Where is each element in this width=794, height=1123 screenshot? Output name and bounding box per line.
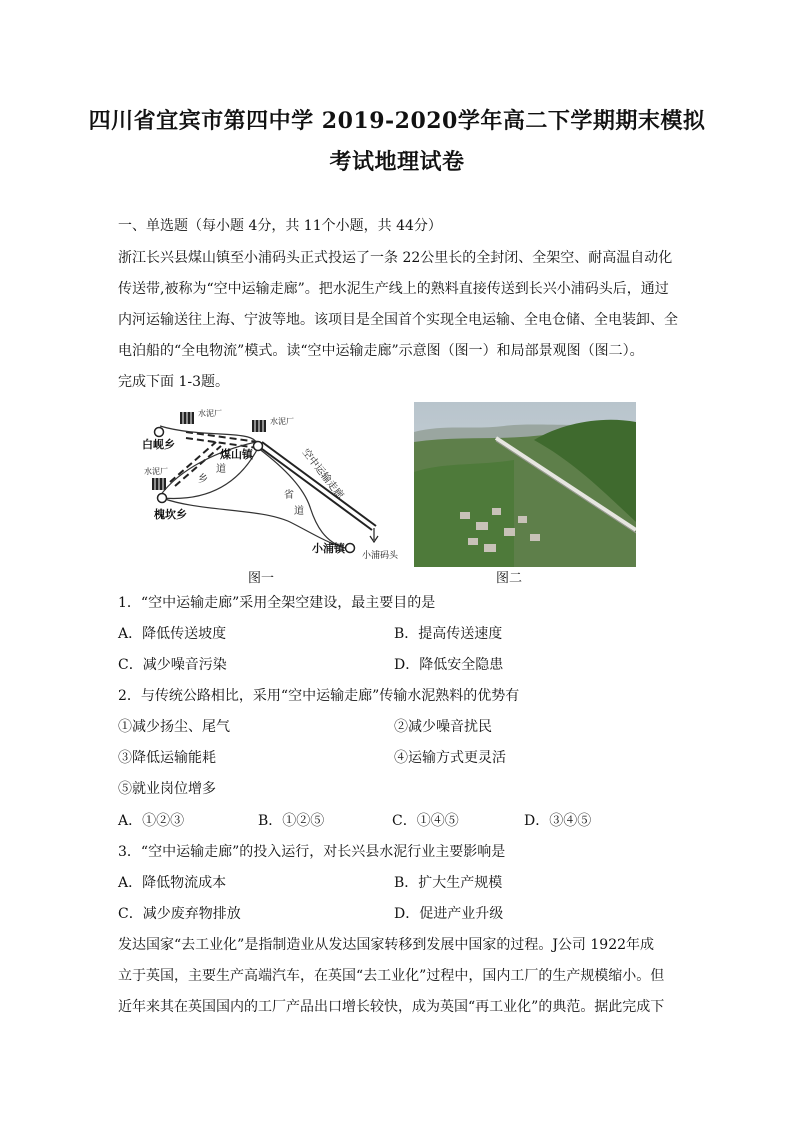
q2-option-b: B．①②⑤ xyxy=(258,813,325,829)
factory-icon xyxy=(152,478,166,490)
passage2-line-1: 发达国家“去工业化”是指制造业从发达国家转移到发展中国家的过程。J公司 1922年成 xyxy=(118,937,655,953)
label-huaikan: 槐坎乡 xyxy=(154,508,187,521)
label-wharf: 小浦码头 xyxy=(362,551,399,561)
passage1-line-4: 电泊船的“全电物流”模式。读“空中运输走廊”示意图（图一）和局部景观图（图二）。 xyxy=(118,343,644,359)
q2-option-c: C．①④⑤ xyxy=(392,813,459,829)
title-line-2: 考试地理试卷 xyxy=(329,149,465,175)
q1-stem: 1．“空中运输走廊”采用全架空建设，最主要目的是 xyxy=(118,595,436,611)
passage2-line-3: 近年来其在英国国内的工厂产品出口增长较快，成为英国“再工业化”的典范。据此完成下 xyxy=(118,999,665,1015)
figure2-photo xyxy=(414,402,636,567)
passage1-line-3: 内河运输送往上海、宁波等地。该项目是全国首个实现全电运输、全电仓储、全电装卸、全 xyxy=(118,312,678,328)
passage1-line-1: 浙江长兴县煤山镇至小浦码头正式投运了一条 22公里长的全封闭、全架空、耐高温自动化 xyxy=(118,250,673,266)
section-header: 一、单选题（每小题 4分，共 11个小题，共 44分） xyxy=(118,218,442,234)
q1-option-a: A．降低传送坡度 xyxy=(118,626,227,642)
node-meishan xyxy=(254,442,263,451)
q2-stem: 2．与传统公路相比，采用“空中运输走廊”传输水泥熟料的优势有 xyxy=(118,688,520,704)
node-huaikan xyxy=(158,494,167,503)
q1-option-c: C．减少噪音污染 xyxy=(118,657,227,673)
q3-stem: 3．“空中运输走廊”的投入运行，对长兴县水泥行业主要影响是 xyxy=(118,844,506,860)
q3-option-d: D．促进产业升级 xyxy=(394,906,504,922)
q1-option-d: D．降低安全隐患 xyxy=(394,657,504,673)
q3-option-c: C．减少废弃物排放 xyxy=(118,906,241,922)
factory-label-2: 水泥厂 xyxy=(270,417,294,426)
factory-label-1: 水泥厂 xyxy=(198,409,222,418)
figure1-map xyxy=(140,402,440,567)
q2-statement-2: ②减少噪音扰民 xyxy=(394,719,492,735)
q1-option-b: B．提高传送速度 xyxy=(394,626,503,642)
label-corridor: 空中运输走廊 xyxy=(299,447,346,502)
factory-label-3: 水泥厂 xyxy=(144,467,168,476)
q2-option-d: D．③④⑤ xyxy=(524,813,592,829)
figure2-caption: 图二 xyxy=(496,571,523,586)
q2-statement-4: ④运输方式更灵活 xyxy=(394,750,506,766)
label-township-road-b: 道 xyxy=(216,464,226,475)
air-corridor-line xyxy=(262,442,376,526)
label-township-road-a: 乡 xyxy=(198,474,208,485)
factory-icon xyxy=(180,412,194,424)
label-xiaopu: 小浦镇 xyxy=(312,542,345,555)
passage1-line-2: 传送带,被称为“空中运输走廊”。把水泥生产线上的熟料直接传送到长兴小浦码头后，通过 xyxy=(118,281,669,297)
passage1-line-5: 完成下面 1-3题。 xyxy=(118,374,229,390)
q3-option-b: B．扩大生产规模 xyxy=(394,875,503,891)
q3-option-a: A．降低物流成本 xyxy=(118,875,227,891)
q2-statement-3: ③降低运输能耗 xyxy=(118,750,216,766)
township-road xyxy=(160,426,256,496)
q2-option-a: A．①②③ xyxy=(118,813,185,829)
q2-statement-5: ⑤就业岗位增多 xyxy=(118,781,216,797)
figure1-caption: 图一 xyxy=(248,571,275,586)
title-line-1: 四川省宜宾市第四中学 2019-2020学年高二下学期期末模拟 xyxy=(88,108,706,134)
label-provincial-road-a: 省 xyxy=(284,490,294,501)
passage2-line-2: 立于英国，主要生产高端汽车，在英国“去工业化”过程中，国内工厂的生产规模缩小。但 xyxy=(118,968,665,984)
label-meishan: 煤山镇 xyxy=(220,448,253,461)
factory-icon xyxy=(252,420,266,432)
node-xiaopu xyxy=(346,544,355,553)
label-baixian: 白岘乡 xyxy=(142,438,175,451)
label-provincial-road-b: 道 xyxy=(294,506,304,517)
road-south xyxy=(162,498,345,548)
q2-statement-1: ①减少扬尘、尾气 xyxy=(118,719,230,735)
node-baixian xyxy=(155,428,164,437)
conveyor-branch xyxy=(170,442,216,482)
